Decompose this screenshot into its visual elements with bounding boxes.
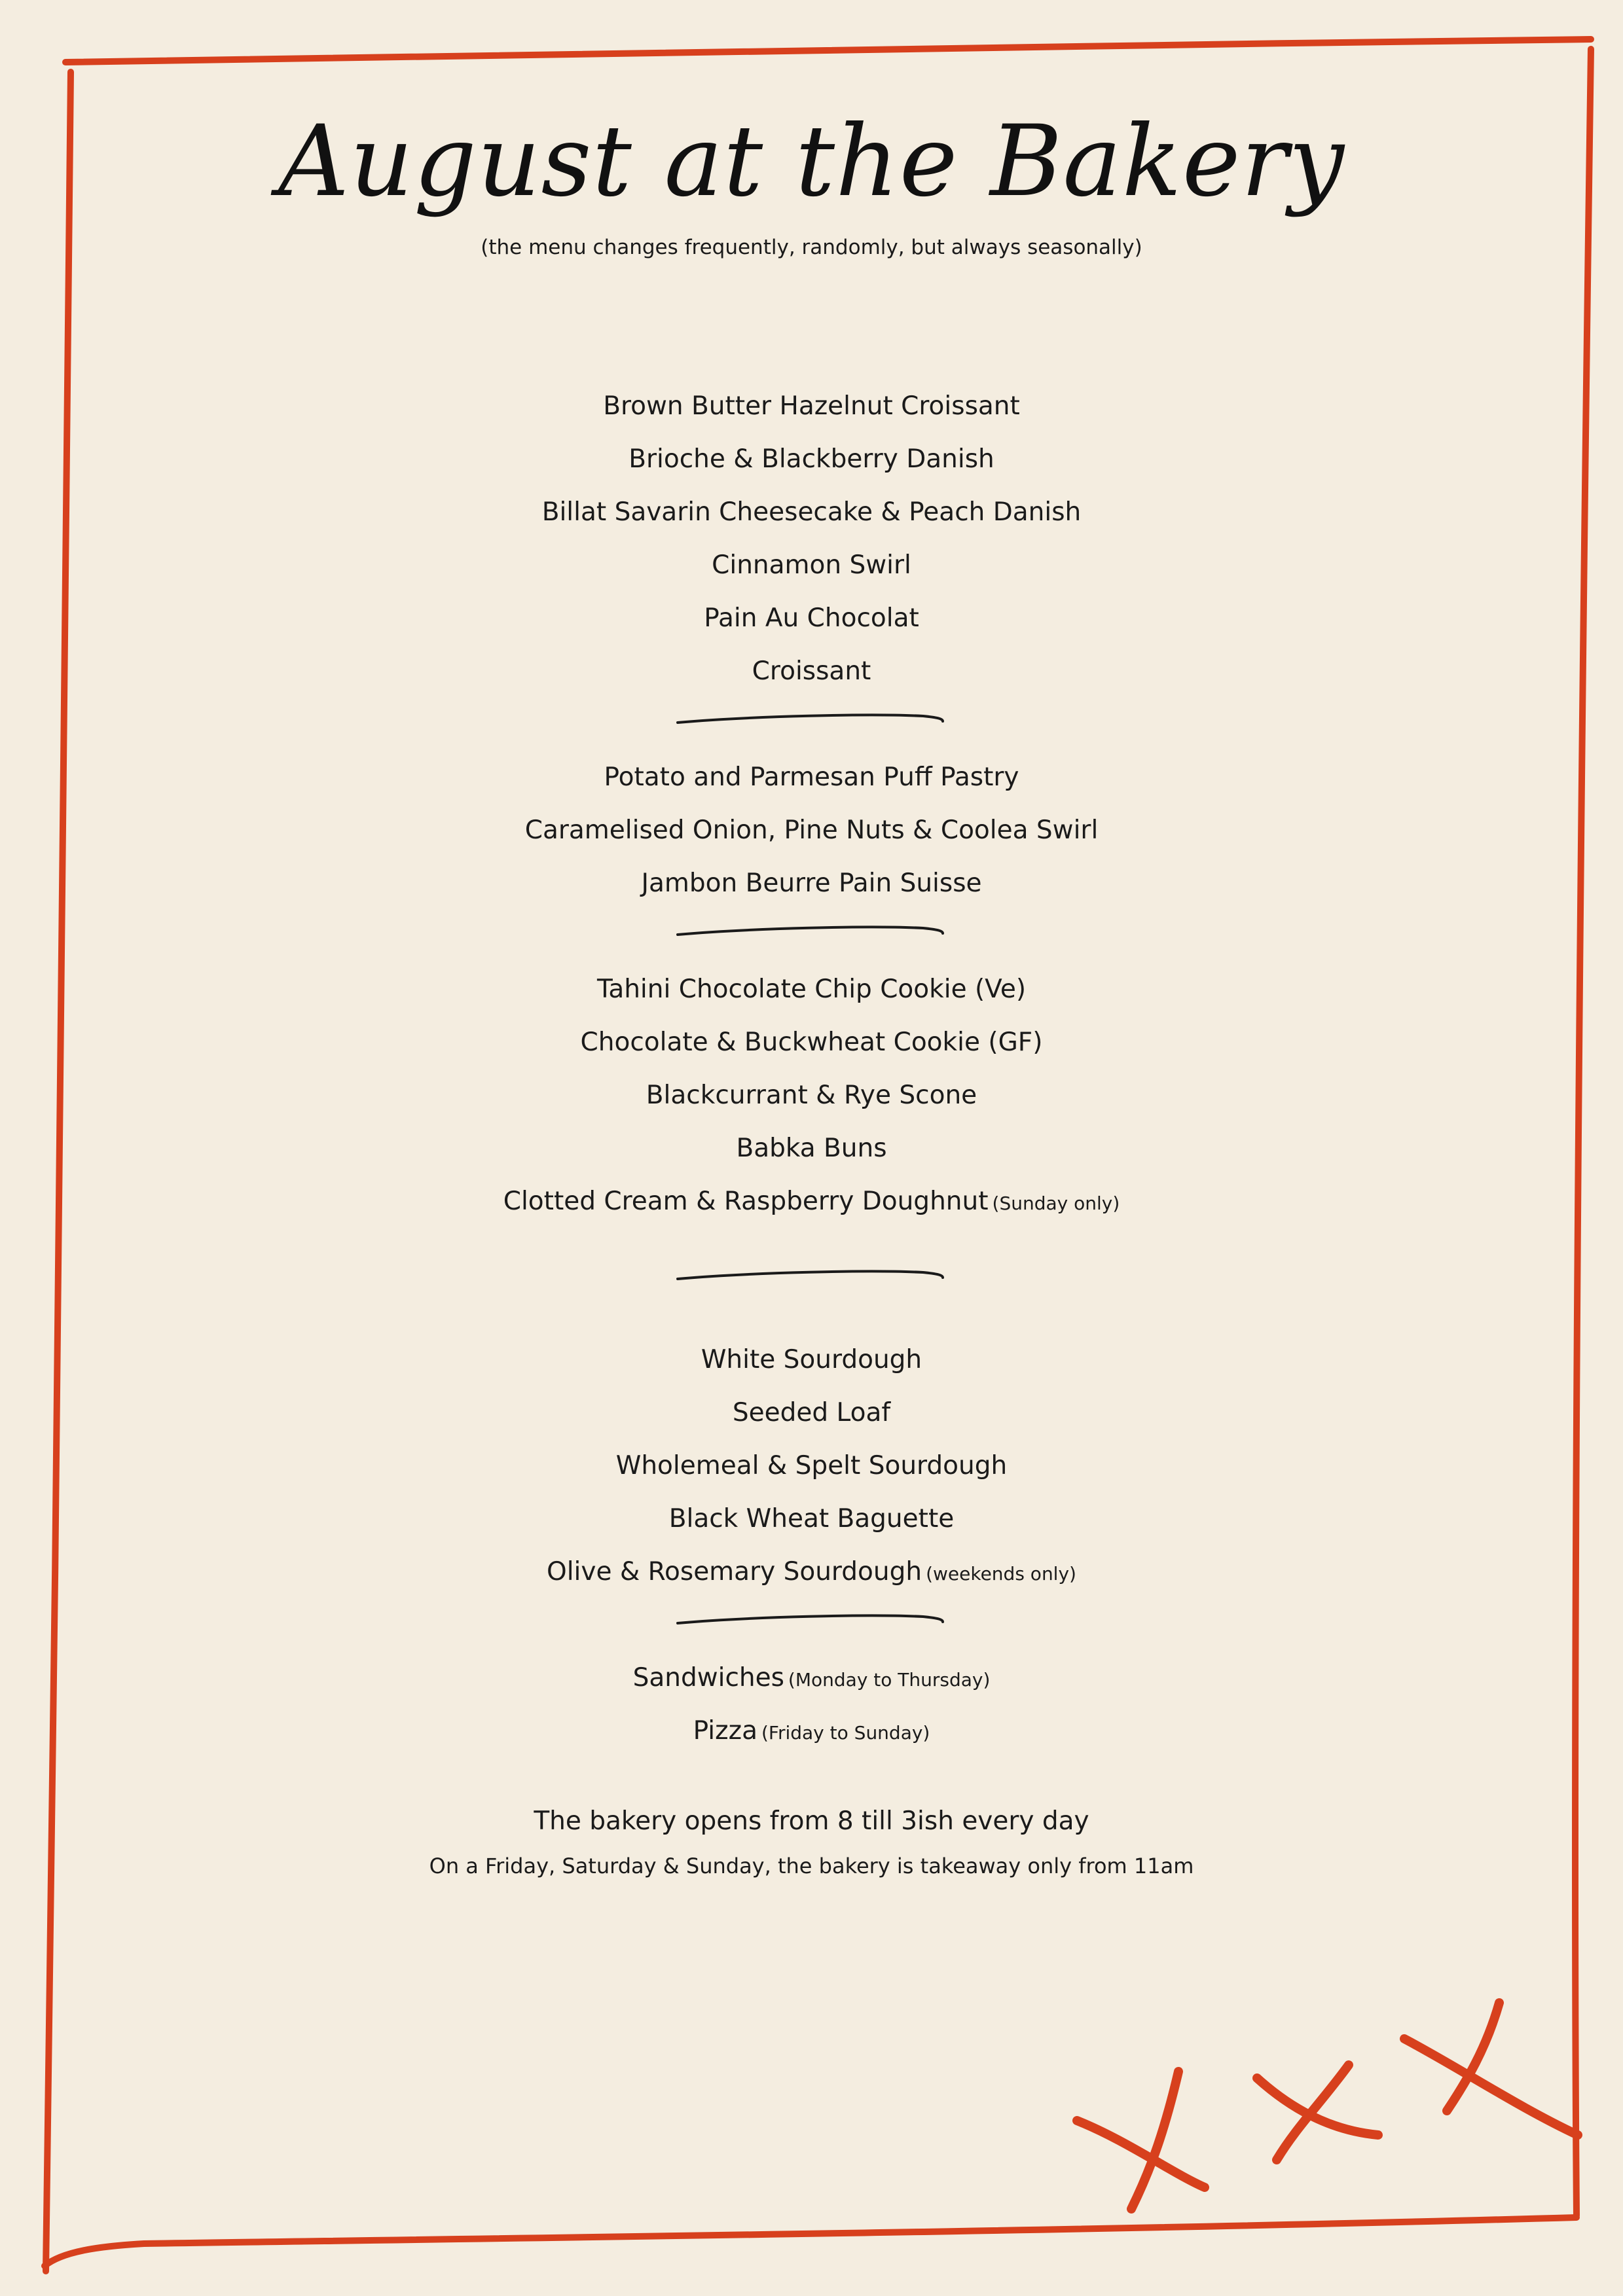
list-item	[0, 1704, 1623, 1757]
item-name: Seeded Loaf	[732, 1398, 891, 1427]
list-item: Caramelised Onion, Pine Nuts & Coolea Swirl	[524, 816, 1099, 845]
item-note: (weekends only)	[926, 1563, 1076, 1585]
list-item	[0, 1069, 1623, 1122]
item-note: (Sunday only)	[992, 1193, 1120, 1214]
list-item: Jambon Beurre Pain Suisse	[641, 869, 982, 898]
list-item: Brown Butter Hazelnut Croissant	[603, 391, 1020, 421]
opening-hours: The bakery opens from 8 till 3ish every day	[534, 1806, 1089, 1836]
list-item: Cinnamon Swirl	[712, 550, 911, 580]
item-name: Tahini Chocolate Chip Cookie (Ve)	[596, 975, 1027, 1004]
item-name: Chocolate & Buckwheat Cookie (GF)	[580, 1028, 1043, 1057]
list-item	[0, 1492, 1623, 1545]
item-name: Blackcurrant & Rye Scone	[646, 1081, 977, 1110]
kisses-icon	[1077, 2003, 1578, 2209]
item-note: (Friday to Sunday)	[761, 1722, 930, 1744]
menu-list	[0, 380, 1623, 1886]
section-divider	[0, 1254, 1623, 1307]
list-item	[0, 1439, 1623, 1492]
list-item	[0, 1175, 1623, 1228]
list-item	[0, 1386, 1623, 1439]
list-item	[0, 1122, 1623, 1175]
list-item	[0, 1545, 1623, 1598]
list-item: Croissant	[752, 656, 871, 686]
item-name: Black Wheat Baguette	[668, 1504, 955, 1534]
item-name: Clotted Cream & Raspberry Doughnut	[503, 1187, 989, 1216]
item-name: Sandwiches	[632, 1663, 784, 1693]
list-item: Potato and Parmesan Puff Pastry	[604, 762, 1019, 792]
page-subtitle: (the menu changes frequently, randomly, but always seasonally)	[481, 236, 1142, 259]
list-item: Billat Savarin Cheesecake & Peach Danish	[541, 497, 1082, 527]
takeaway-note: On a Friday, Saturday & Sunday, the bakery is takeaway only from 11am	[429, 1854, 1194, 1878]
list-item	[0, 1651, 1623, 1704]
section-divider	[0, 698, 1623, 751]
item-name: Pizza	[693, 1716, 757, 1746]
list-item	[0, 963, 1623, 1016]
list-item: Pain Au Chocolat	[704, 603, 919, 633]
item-name: White Sourdough	[701, 1345, 922, 1374]
list-item: Brioche & Blackberry Danish	[629, 444, 994, 474]
section-divider	[0, 1598, 1623, 1651]
item-name: Olive & Rosemary Sourdough	[547, 1557, 922, 1587]
list-item	[0, 1016, 1623, 1069]
item-name: Babka Buns	[736, 1134, 887, 1163]
item-note: (Monday to Thursday)	[788, 1669, 991, 1691]
section-divider	[0, 910, 1623, 963]
page-title: August at the Bakery	[278, 105, 1345, 219]
list-item	[0, 1333, 1623, 1386]
item-name: Wholemeal & Spelt Sourdough	[615, 1451, 1008, 1480]
